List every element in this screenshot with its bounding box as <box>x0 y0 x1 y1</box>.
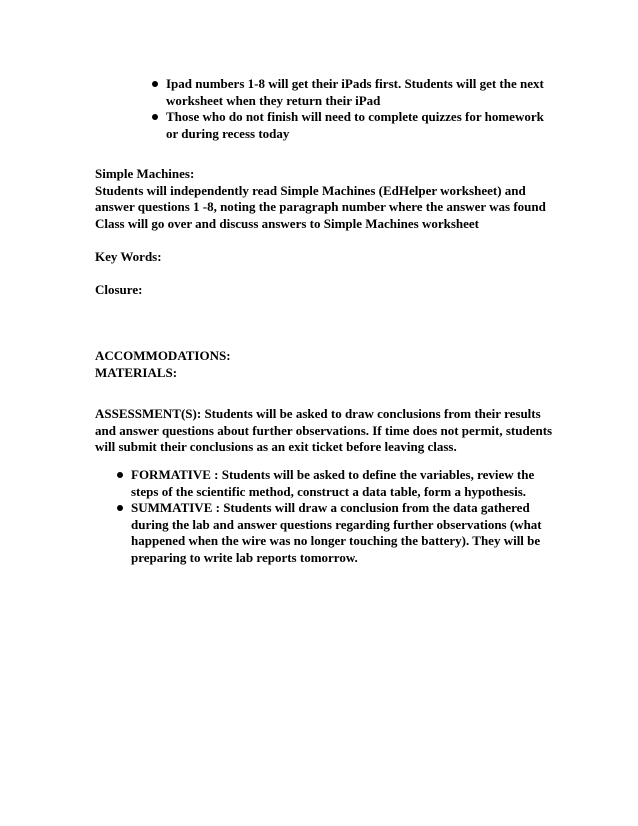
text-line: will submit their conclusions as an exit ticket before leaving class. <box>95 439 457 454</box>
simple-machines-section <box>95 166 545 232</box>
text-line: happened when the wire was no longer touching the battery). They will be <box>131 533 541 548</box>
assessment-section <box>95 406 553 456</box>
text-line: worksheet when they return their iPad <box>166 92 381 108</box>
bullet-icon <box>117 505 123 511</box>
section-heading: Key Words: <box>95 249 162 264</box>
list-item <box>130 109 550 142</box>
text-line: or during recess today <box>166 125 290 141</box>
text-line: ASSESSMENT(S): Students will be asked to draw conclusions from their results <box>95 406 541 421</box>
text-line: and answer questions about further observations. If time does not permit, students <box>95 422 553 438</box>
bullet-icon <box>152 81 158 87</box>
assessment-bullet-list <box>95 467 545 566</box>
section-heading: Closure: <box>95 282 143 297</box>
text-line: during the lab and answer questions regarding further observations (what <box>131 516 542 532</box>
list-item <box>95 467 545 500</box>
text-line: Students will independently read Simple Machines (EdHelper worksheet) and <box>95 182 526 198</box>
section-heading: MATERIALS: <box>95 364 178 380</box>
text-line: Class will go over and discuss answers to Simple Machines worksheet <box>95 215 480 231</box>
section-heading: Simple Machines: <box>95 166 195 181</box>
ipad-bullet-list <box>130 76 550 142</box>
list-item <box>95 500 545 566</box>
text-line: preparing to write lab reports tomorrow. <box>131 549 358 565</box>
text-line: SUMMATIVE : Students will draw a conclusion from the data gathered <box>131 500 530 515</box>
text-line: Those who do not finish will need to complete quizzes for homework <box>166 109 544 124</box>
text-line: steps of the scientific method, construct a data table, form a hypothesis. <box>131 483 527 499</box>
text-line: FORMATIVE : Students will be asked to define the variables, review the <box>131 467 535 482</box>
text-line: Ipad numbers 1-8 will get their iPads first. Students will get the next <box>166 76 544 91</box>
section-heading: ACCOMMODATIONS: <box>95 348 231 363</box>
bullet-icon <box>152 114 158 120</box>
closure-section <box>95 282 545 299</box>
bullet-icon <box>117 472 123 478</box>
key-words-section <box>95 249 545 266</box>
text-line: answer questions 1 -8, noting the paragraph number where the answer was found <box>95 199 546 214</box>
accommodations-section <box>95 348 545 381</box>
list-item <box>130 76 550 109</box>
